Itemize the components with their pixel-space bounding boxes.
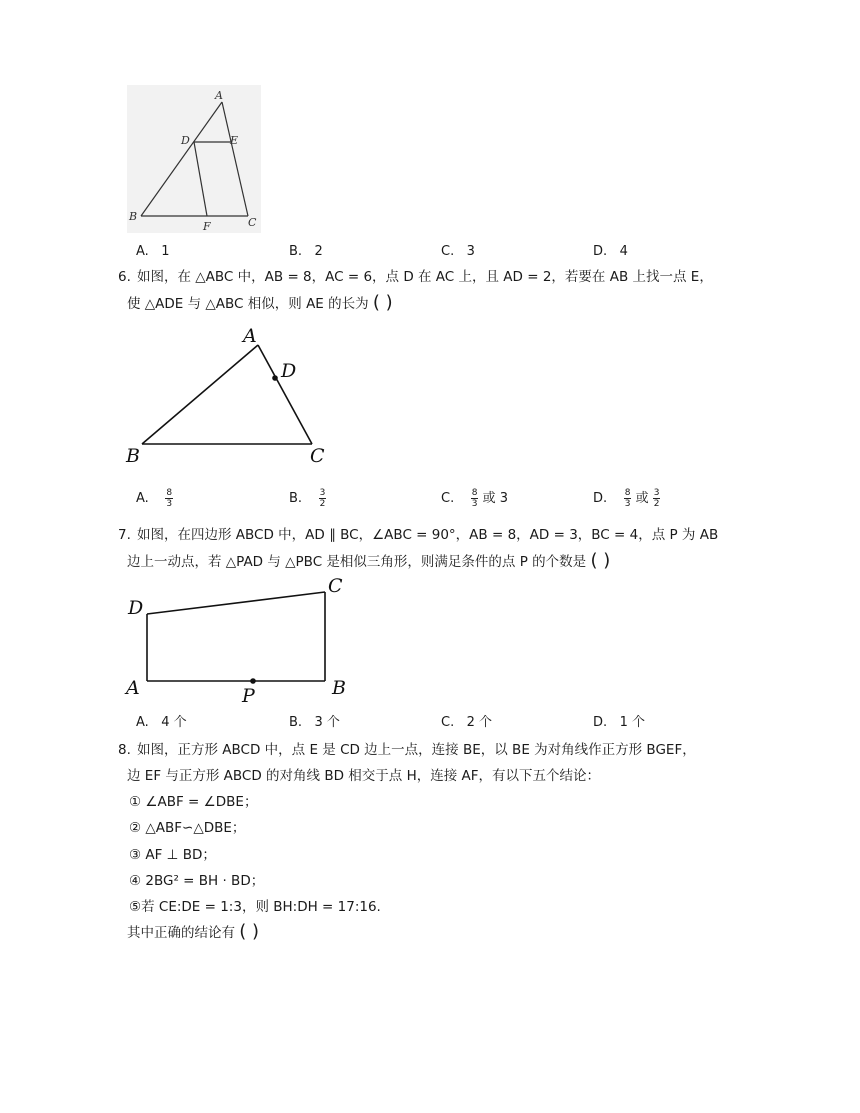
q7-stem-line2: 边上一动点，若 △PAD 与 △PBC 是相似三角形，则满足条件的点 P 的个数是 ( ) [127, 550, 611, 571]
q6-stem-line2: 使 △ADE 与 △ABC 相似，则 AE 的长为 ( ) [127, 292, 393, 313]
q6-label-b: B [126, 445, 140, 467]
q5-option-a[interactable]: A. 1 [136, 244, 170, 259]
q6-option-a[interactable]: A. $\frac{8}{3}$ [136, 488, 173, 509]
q6-option-b-fraction: $\frac{3}{2}$ [319, 488, 326, 509]
q7-option-d[interactable]: D. 1 个 [593, 715, 645, 730]
q5-label-b: B [129, 210, 138, 223]
q8-conclusion-5: ⑤若 CE:DE = 1:3，则 BH:DH = 17:16. [129, 899, 381, 915]
q8-number: 8. [118, 742, 131, 758]
q7-stem-line1: 如图，在四边形 ABCD 中，AD ∥ BC，∠ABC = 90°，AB = 8，AD = 3，BC = 4，点 P 为 AB [137, 527, 719, 543]
q6-figure [120, 320, 340, 468]
q6-option-c-fraction: $\frac{8}{3}$ [471, 488, 478, 509]
q7-label-b: B [332, 677, 346, 699]
q6-number: 6. [118, 269, 131, 285]
q7-option-c[interactable]: C. 2 个 [441, 715, 493, 730]
q6-option-b[interactable]: B. $\frac{3}{2}$ [289, 488, 326, 509]
q6-label-c: C [310, 445, 325, 467]
q8-answer-blank[interactable]: ( ) [239, 921, 260, 942]
q8-stem-line2: 边 EF 与正方形 ABCD 的对角线 BD 相交于点 H，连接 AF，有以下五个结论： [127, 768, 601, 784]
q8-conclusion-1: ① ∠ABF = ∠DBE； [129, 794, 258, 810]
q5-label-d: D [181, 134, 190, 147]
q6-label-d: D [281, 360, 297, 382]
q8-conclusion-3: ③ AF ⊥ BD； [129, 847, 216, 863]
q5-option-c[interactable]: C. 3 [441, 244, 475, 259]
q7-option-a[interactable]: A. 4 个 [136, 715, 187, 730]
q5-figure-svg [127, 85, 261, 233]
q6-option-d[interactable]: D. $\frac{8}{3}$ 或 $\frac{3}{2}$ [593, 488, 660, 509]
q8-stem-line1: 如图，正方形 ABCD 中，点 E 是 CD 边上一点，连接 BE，以 BE 为对角线作正方形 BGEF， [137, 742, 696, 758]
q7-answer-blank[interactable]: ( ) [590, 550, 611, 571]
q5-label-a: A [215, 89, 223, 102]
q6-answer-blank[interactable]: ( ) [372, 292, 393, 313]
q6-option-a-fraction: $\frac{8}{3}$ [166, 488, 173, 509]
q6-stem-line1: 如图，在 △ABC 中，AB = 8，AC = 6，点 D 在 AC 上，且 AD = 2，若要在 AB 上找一点 E， [137, 269, 713, 285]
q6-figure-svg [120, 320, 340, 468]
q7-label-a: A [126, 677, 140, 699]
q5-label-f: F [203, 220, 211, 233]
q8-conclusion-4: ④ 2BG² = BH · BD； [129, 873, 265, 889]
q5-label-e: E [230, 134, 239, 147]
q6-option-c[interactable]: C. $\frac{8}{3}$ 或 3 [441, 488, 509, 509]
q5-figure [127, 85, 261, 233]
q7-number: 7. [118, 527, 131, 543]
q7-option-b[interactable]: B. 3 个 [289, 715, 340, 730]
q5-label-c: C [248, 216, 257, 229]
q7-label-c: C [328, 575, 343, 597]
q7-figure-svg [120, 572, 360, 708]
q5-option-b[interactable]: B. 2 [289, 244, 323, 259]
q8-conclusion-2: ② △ABF∽△DBE； [129, 820, 246, 836]
q6-label-a: A [243, 325, 257, 347]
q7-figure [120, 572, 360, 708]
q8-last-line: 其中正确的结论有 ( ) [127, 921, 260, 942]
q6-option-d-fraction-2: $\frac{3}{2}$ [653, 488, 660, 509]
q6-option-d-fraction-1: $\frac{8}{3}$ [624, 488, 631, 509]
q7-label-d: D [128, 597, 144, 619]
q7-label-p: P [242, 685, 255, 707]
q5-option-d[interactable]: D. 4 [593, 244, 628, 259]
